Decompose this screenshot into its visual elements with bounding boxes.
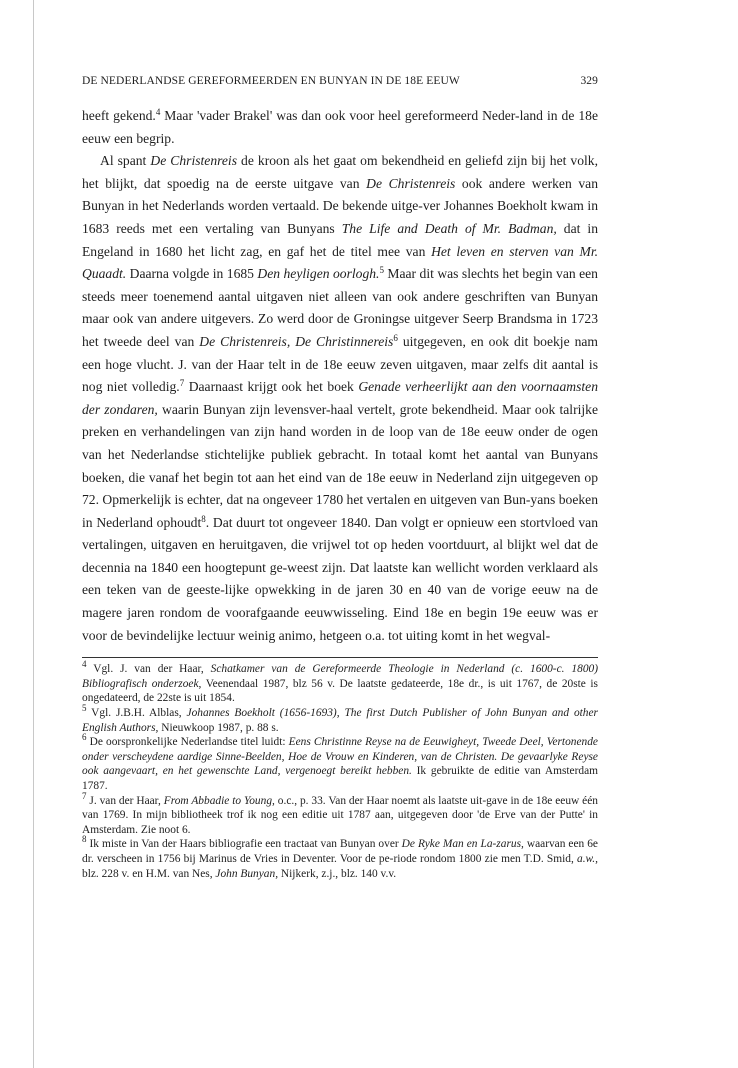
text-run: Maar 'vader Brakel' was dan ook voor heel gereformeerd Neder-land in de 18e eeuw een begrip. (82, 108, 598, 146)
italic-text: De Christenreis (150, 153, 238, 169)
italic-text: a.w., (577, 852, 598, 865)
footnote-ref: 4 (155, 107, 161, 117)
footnote-number: 8 (82, 834, 87, 845)
text-run: De oorspronkelijke Nederlandse titel luidt: (86, 736, 289, 749)
italic-text: Het leven en sterven van Mr. Quaadt. (82, 243, 599, 282)
text-run: Daarnaast krijgt ook het boek (184, 379, 359, 395)
text-run: Daarna volgde in 1685 (126, 266, 258, 282)
italic-text: De Christenreis (366, 175, 456, 191)
text-run: Veenendaal 1987, blz 56 v. De laatste gedateerde, 18e dr., is uit 1767, de 20ste is ongedateerd, de 22ste is uit 1854. (82, 677, 598, 705)
text-run: . Dat duurt tot ongeveer 1840. Dan volgt er opnieuw een stortvloed van vertalingen, uitgaven en heruitgaven, die vrijwel tot op heden voortduurt, al blijkt wel dat de decennia na 1840 een hoogtepunt ge-weest zijn. Dat laatste kan wellicht worden verklaard als een teken van de geeste-lijke opwekking in de jaren 30 en 40 van de vorige eeuw na de magere jaren rondom de voorafgaande eeuwwisseling. Eind 18e en begin 19e eeuw was er voor de bevindelijke lectuur weinig animo, hetgeen o.a. tot uiting komt in het wegval- (82, 514, 598, 643)
footnote-ref: 8 (201, 513, 206, 524)
footnote (82, 834, 598, 881)
text-run: de kroon als het gaat om bekendheid en geliefd zijn bij het volk, het blijkt, dat spoedig na de eerste uitgave van (82, 153, 599, 191)
italic-text: Schatkamer van de Gereformeerde Theologie in Nederland (c. 1600-c. 1800) Bibliografisch onderzoek, (82, 663, 599, 690)
paragraph (82, 150, 598, 647)
footnote-number: 5 (82, 703, 87, 714)
italic-text: Eens Christinne Reyse na de Eeuwigheyt, Tweede Deel, Vertonende onder verscheydene aardige Sinne-Beelden, Hoe de Vrouw en Kinderen, van de Christen. De gevaarlyke Reyse ook aangevaart, en het gewenschte Land, vergenoegt bereikt hebben. (82, 736, 598, 778)
italic-text: De Christenreis, De Christinnereis (199, 333, 394, 349)
text-run: Maar dit was slechts het begin van een steeds meer toenemend aantal uitgaven niet alleen van ook andere geschriften van Bunyan maar ook van andere uitgevers. Zo werd door de Groningse uitgever Seerp Brandsma in 1723 het tweede deel van (82, 266, 598, 349)
running-head-title: DE NEDERLANDSE GEREFORMEERDEN EN BUNYAN IN DE 18E EEUW (82, 75, 460, 87)
italic-text: John Bunyan, (215, 867, 279, 880)
footnotes (82, 657, 598, 881)
italic-text: Genade verheerlijkt aan den voornaamsten der zondaren, (82, 379, 598, 417)
running-head (82, 75, 598, 93)
footnote-ref: 5 (379, 265, 384, 276)
footnote (82, 790, 598, 838)
text-run: heeft gekend. (82, 108, 156, 123)
italic-text: The Life and Death of Mr. Badman, (341, 220, 557, 236)
text-run: dat in Engeland in 1680 het licht zag, en gaf het de titel mee van (82, 220, 598, 259)
text-run: ook andere werken van Bunyan in het Nederlands worden vertaald. De bekende uitge-ver Johannes Boekholt kwam in 1683 reeds met een vertaling van Bunyans (82, 175, 599, 236)
italic-text: Johannes Boekholt (1656-1693), The first Dutch Publisher of John Bunyan and other English Authors, (82, 707, 598, 734)
footnote (82, 703, 598, 735)
text-run: waarin Bunyan zijn levensver-haal vertelt, grote bekendheid. Maar ook talrijke preken en verhandelingen van zijn hand worden in de loop van de 18e eeuw onder de ogen van het Nederlandse stichtelijke publiek gebracht. In totaal komt het aantal van Bunyans boeken, die vanaf het begin tot aan het eind van de 18e eeuw in Nederland zijn uitgegeven op 72. Opmerkelijk is echter, dat na ongeveer 1780 het vertalen en uitgeven van Bun-yans boeken in Nederland ophoudt (82, 401, 598, 530)
text-run: Vgl. J. van der Haar, (86, 663, 211, 676)
body-text (82, 105, 598, 647)
text-run: Vgl. J.B.H. Alblas, (86, 707, 187, 720)
italic-text: Den heyligen oorlogh. (257, 266, 380, 282)
text-run: waarvan een 6e dr. verscheen in 1756 bij Marinus de Vries in Deventer. Voor de pe-riode rondom 1800 zie men T.D. Smid, (82, 838, 598, 865)
text-run: Al spant (100, 153, 151, 169)
italic-text: From Abbadie to Young, (163, 794, 275, 807)
footnote-number: 4 (82, 659, 87, 670)
footnote-ref: 6 (393, 332, 398, 343)
footnote-ref: 7 (179, 378, 185, 389)
text-run: uitgegeven, en ook dit boekje nam een hoge vlucht. J. van der Haar telt in de 18e eeuw zeven uitgaven, maar zelfs dit aantal is nog niet volledig. (82, 333, 599, 395)
book-page (82, 75, 598, 881)
text-run: Ik miste in Van der Haars bibliografie een tractaat van Bunyan over (86, 838, 402, 851)
footnote (82, 659, 599, 706)
text-run: J. van der Haar, (86, 794, 164, 807)
paragraph (82, 105, 598, 150)
page-number: 329 (580, 75, 598, 87)
scan-edge-line (33, 0, 34, 1068)
text-run: Nieuwkoop 1987, p. 88 s. (158, 721, 279, 734)
text-run: o.c., p. 33. Van der Haar noemt als laatste uit-gave in de 18e eeuw één van 1769. In mijn bibliotheek trof ik nog een editie uit 1787 aan, uitgegeven door 'de Erve van der Putte' in Amsterdam. Zie noot 6. (82, 794, 598, 836)
footnote-number: 7 (82, 790, 87, 801)
italic-text: De Ryke Man en La-zarus, (401, 838, 524, 851)
footnote-number: 6 (82, 732, 87, 743)
text-run: Ik gebruikte de editie van Amsterdam 1787. (82, 765, 598, 792)
text-run: blz. 228 v. en H.M. van Nes, (82, 867, 216, 880)
text-run: Nijkerk, z.j., blz. 140 v.v. (278, 867, 397, 880)
footnote (82, 732, 598, 793)
